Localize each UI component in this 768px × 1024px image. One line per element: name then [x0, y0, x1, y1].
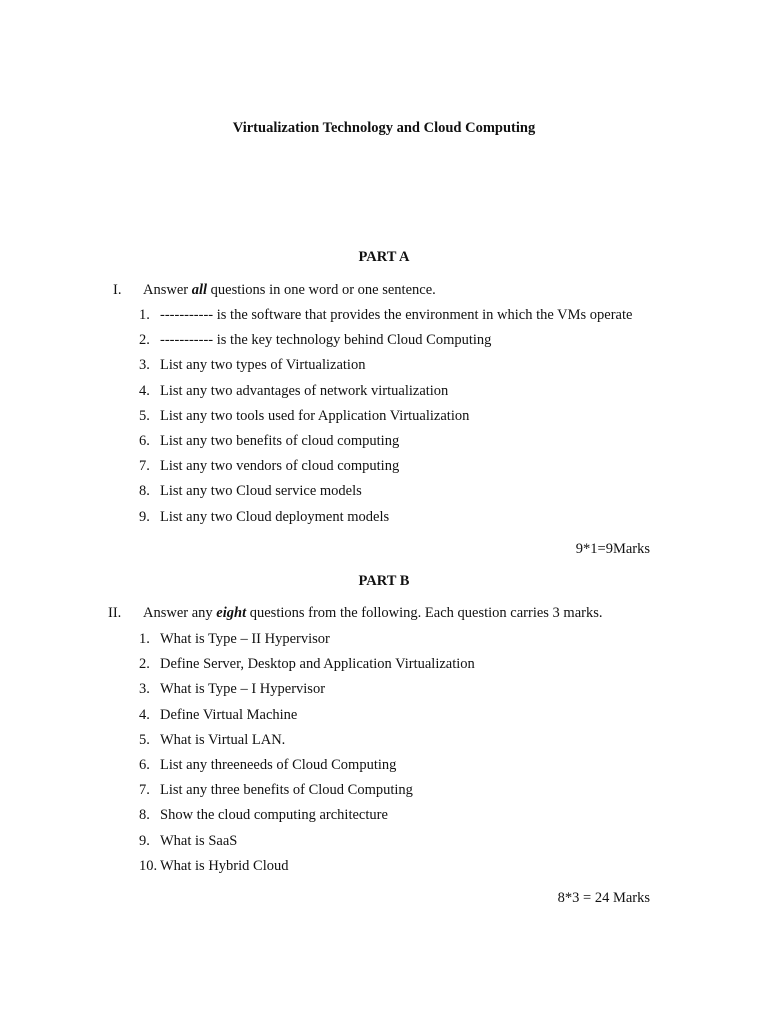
- question-text: ----------- is the key technology behind Cloud Computing: [160, 332, 492, 349]
- list-item: [0, 458, 768, 483]
- part-b-instruction-after: questions from the following. Each question carries 3 marks.: [246, 605, 603, 621]
- question-number: 7.: [139, 782, 150, 799]
- list-item: [0, 732, 768, 757]
- part-b-instruction-before: Answer any: [143, 605, 217, 621]
- question-text: List any two benefits of cloud computing: [160, 432, 400, 449]
- part-b-instruction: [0, 605, 768, 625]
- list-item: [0, 807, 768, 832]
- question-number: 4.: [139, 382, 150, 399]
- list-item: [0, 858, 768, 883]
- question-text: List any two tools used for Application Virtualization: [160, 407, 470, 424]
- question-number: 5.: [139, 731, 150, 748]
- list-item: [0, 483, 768, 508]
- question-number: 1.: [139, 307, 150, 323]
- question-number: 8.: [139, 483, 150, 500]
- list-item: [0, 357, 768, 382]
- list-item: [0, 707, 768, 732]
- question-number: 10.: [139, 857, 158, 874]
- document-title: Virtualization Technology and Cloud Computing: [232, 120, 536, 136]
- list-item: [0, 383, 768, 408]
- question-text: Define Virtual Machine: [160, 706, 298, 723]
- list-item: [0, 681, 768, 706]
- question-text: List any two vendors of cloud computing: [160, 458, 400, 475]
- question-text: List any two Cloud service models: [160, 483, 362, 500]
- question-text: List any two Cloud deployment models: [160, 508, 390, 525]
- question-text: What is Virtual LAN.: [160, 731, 286, 748]
- question-number: 8.: [139, 807, 150, 824]
- question-text: Show the cloud computing architecture: [160, 807, 388, 824]
- question-number: 4.: [139, 706, 150, 723]
- part-b-instruction-emphasis: eight: [216, 605, 247, 621]
- part-a-instruction-emphasis: all: [191, 282, 208, 298]
- part-a-marks: 9*1=9Marks: [575, 541, 650, 557]
- part-b-question-list: [0, 631, 768, 883]
- part-a-instruction: [0, 282, 768, 302]
- list-item: [0, 757, 768, 782]
- part-a-instruction-before: Answer: [143, 282, 192, 298]
- part-b-heading: PART B: [358, 573, 410, 589]
- part-b-marks: 8*3 = 24 Marks: [557, 890, 650, 906]
- part-b-roman-numeral: II.: [108, 605, 122, 621]
- question-number: 7.: [139, 458, 150, 475]
- part-a-heading: PART A: [358, 249, 410, 265]
- part-a-instruction-after: questions in one word or one sentence.: [207, 282, 436, 298]
- question-number: 2.: [139, 656, 150, 673]
- question-text: ----------- is the software that provides the environment in which the VMs operate: [160, 307, 633, 323]
- list-item: [0, 833, 768, 858]
- question-number: 3.: [139, 357, 150, 374]
- question-text: What is Type – I Hypervisor: [160, 681, 326, 698]
- question-text: What is Hybrid Cloud: [160, 857, 289, 874]
- question-number: 9.: [139, 508, 150, 525]
- question-number: 2.: [139, 332, 150, 349]
- question-text: What is Type – II Hypervisor: [160, 631, 330, 647]
- list-item: [0, 408, 768, 433]
- list-item: [0, 307, 768, 332]
- question-text: List any two advantages of network virtualization: [160, 382, 449, 399]
- question-number: 1.: [139, 631, 150, 647]
- part-a-question-list: [0, 307, 768, 534]
- part-b-instruction-text: [143, 605, 603, 622]
- question-number: 3.: [139, 681, 150, 698]
- question-text: Define Server, Desktop and Application Virtualization: [160, 656, 475, 673]
- question-number: 6.: [139, 756, 150, 773]
- question-number: 6.: [139, 432, 150, 449]
- part-a-instruction-text: [143, 282, 436, 299]
- list-item: [0, 656, 768, 681]
- list-item: [0, 509, 768, 534]
- question-number: 9.: [139, 832, 150, 849]
- list-item: [0, 782, 768, 807]
- question-text: List any two types of Virtualization: [160, 357, 366, 374]
- part-a-roman-numeral: I.: [113, 282, 122, 298]
- list-item: [0, 433, 768, 458]
- list-item: [0, 332, 768, 357]
- question-text: List any three benefits of Cloud Computing: [160, 782, 413, 799]
- question-text: List any threeneeds of Cloud Computing: [160, 756, 397, 773]
- list-item: [0, 631, 768, 656]
- question-text: What is SaaS: [160, 832, 238, 849]
- question-number: 5.: [139, 407, 150, 424]
